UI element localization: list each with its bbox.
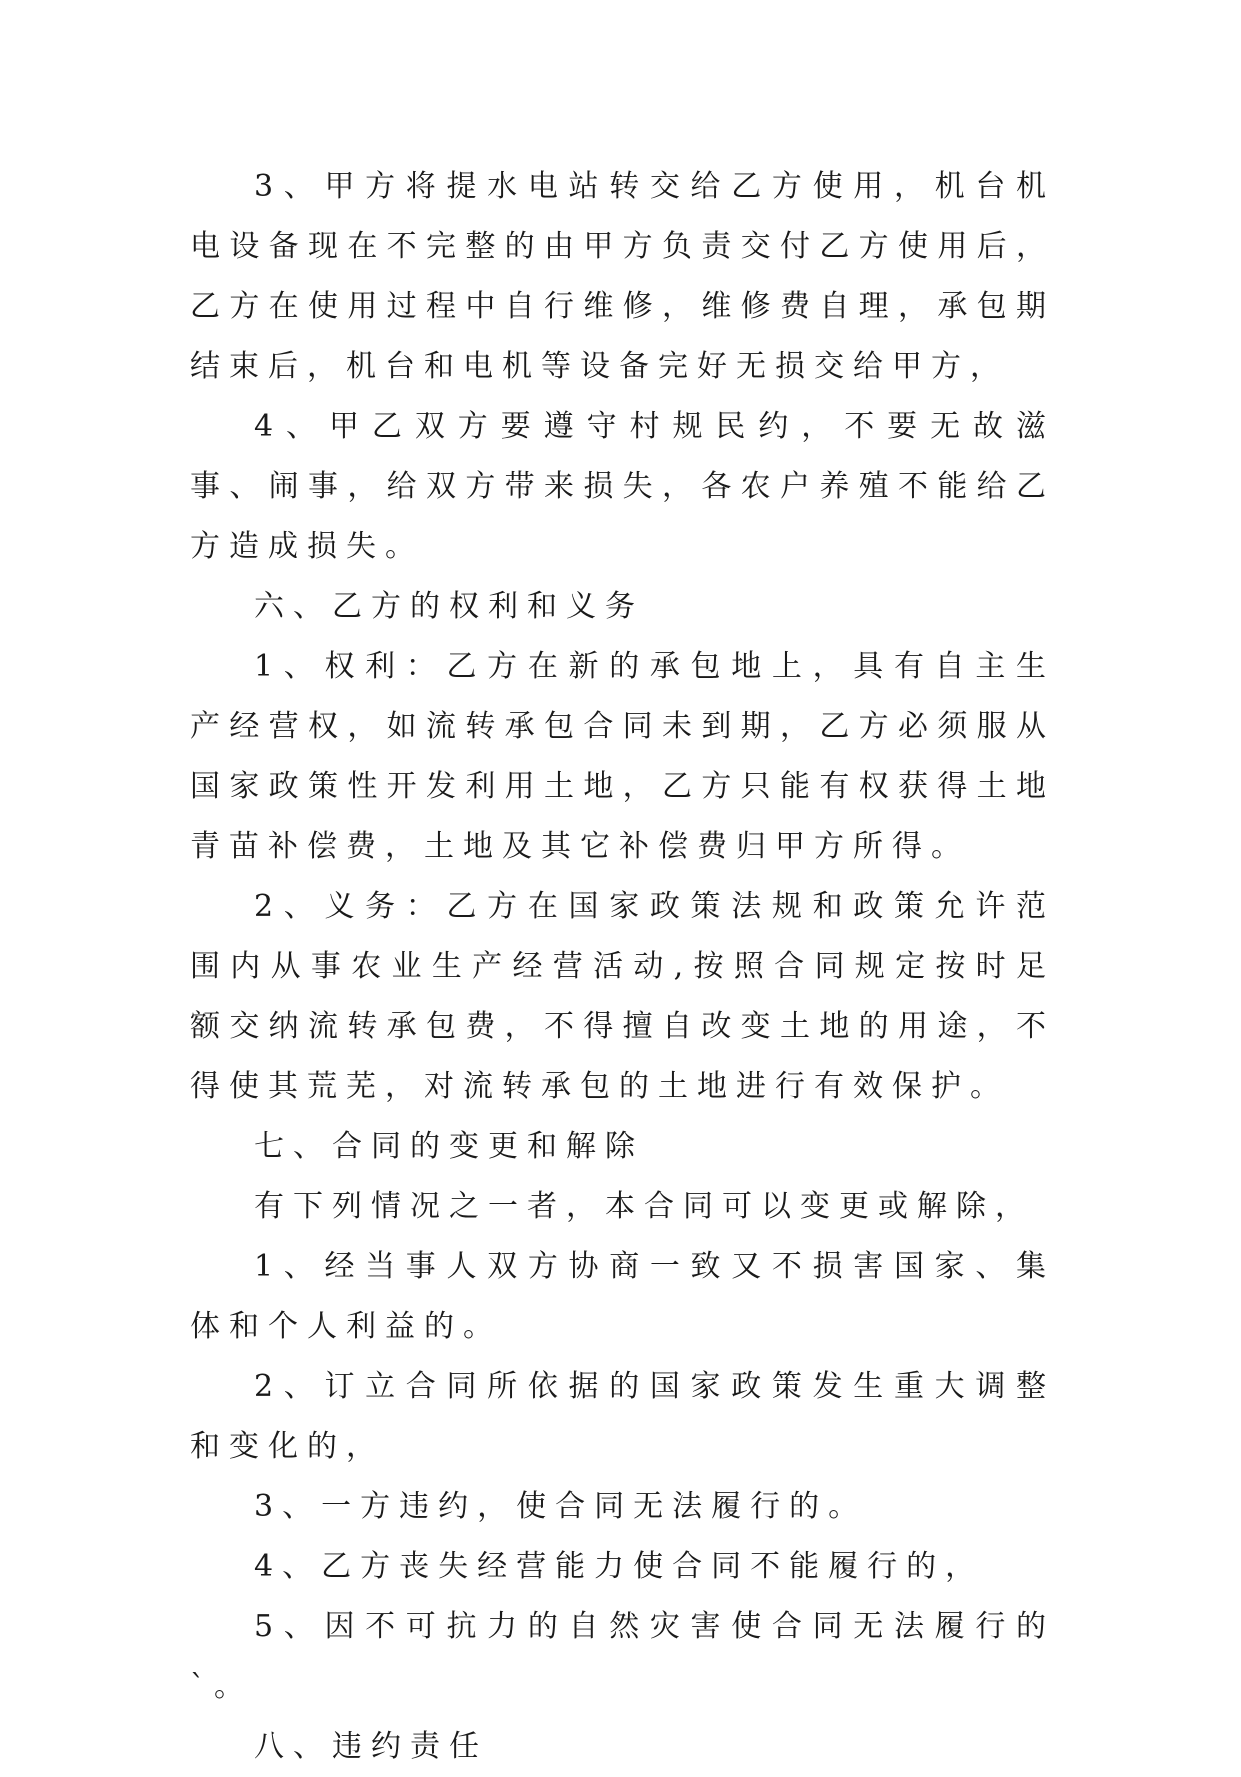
section-heading-six: 六、乙方的权利和义务 <box>254 589 644 624</box>
change-condition-3: 3、一方违约，使合同无法履行的。 <box>254 1489 868 1524</box>
change-conditions-intro: 有下列情况之一者，本合同可以变更或解除， <box>254 1189 1034 1224</box>
document-body <box>190 157 1055 1777</box>
change-condition-5: 5、因不可抗力的自然灾害使合同无法履行的`。 <box>190 1609 1055 1704</box>
change-condition-4: 4、乙方丧失经营能力使合同不能履行的， <box>254 1549 985 1584</box>
clause-rights: 1、权利：乙方在新的承包地上，具有自主生产经营权，如流转承包合同未到期，乙方必须服从国家政策性开发利用土地，乙方只能有权获得土地青苗补偿费，土地及其它补偿费归甲方所得。 <box>190 649 1055 864</box>
change-condition-1: 1、经当事人双方协商一致又不损害国家、集体和个人利益的。 <box>190 1249 1055 1344</box>
section-heading-seven: 七、合同的变更和解除 <box>254 1129 644 1164</box>
section-heading-eight: 八、违约责任 <box>254 1729 488 1764</box>
clause-obligations: 2、义务：乙方在国家政策法规和政策允许范围内从事农业生产经营活动,按照合同规定按时足额交纳流转承包费，不得擅自改变土地的用途，不得使其荒芜，对流转承包的土地进行有效保护。 <box>190 889 1055 1104</box>
clause-3-equipment: 3、甲方将提水电站转交给乙方使用，机台机电设备现在不完整的由甲方负责交付乙方使用后，乙方在使用过程中自行维修，维修费自理，承包期结束后，机台和电机等设备完好无损交给甲方， <box>190 169 1055 384</box>
clause-4-village-rules: 4、甲乙双方要遵守村规民约，不要无故滋事、闹事，给双方带来损失，各农户养殖不能给乙方造成损失。 <box>190 409 1055 564</box>
change-condition-2: 2、订立合同所依据的国家政策发生重大调整和变化的， <box>190 1369 1055 1464</box>
